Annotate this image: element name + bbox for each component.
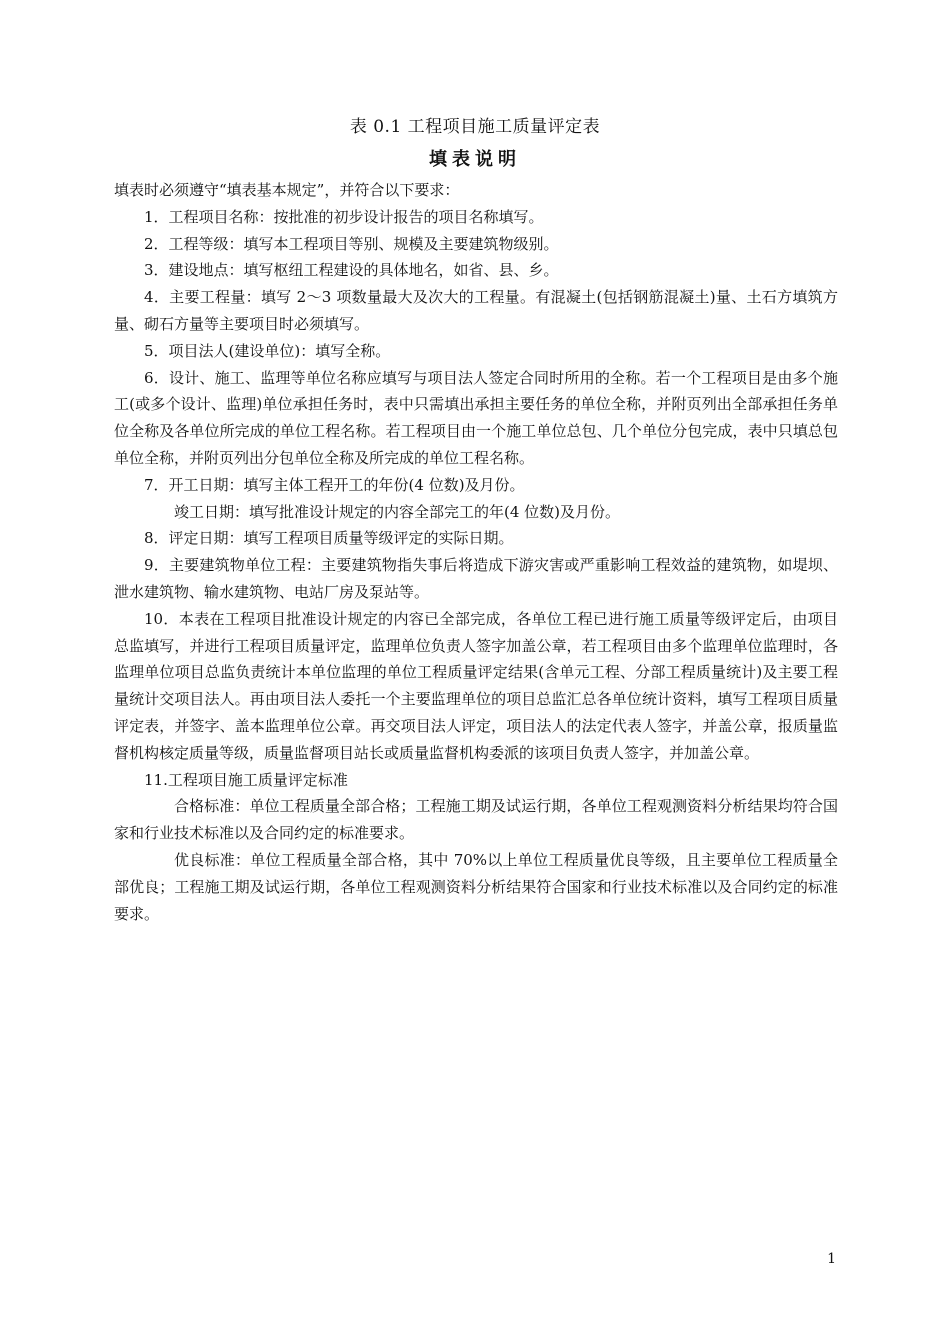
excellent-standard: 优良标准：单位工程质量全部合格，其中 70%以上单位工程质量优良等级，且主要单位工程质量全部优良；工程施工期及试运行期，各单位工程观测资料分析结果符合国家和行业技术标准以及合同约定的标准要求。 <box>114 850 838 923</box>
item-7-completion-date: 竣工日期：填写批准设计规定的内容全部完工的年(4 位数)及月份。 <box>174 502 621 521</box>
item-11-standards-heading: 11.工程项目施工质量评定标准 <box>144 770 348 789</box>
item-9-main-buildings: 9．主要建筑物单位工程：主要建筑物指失事后将造成下游灾害或严重影响工程效益的建筑物，如堤坝、泄水建筑物、输水建筑物、电站厂房及泵站等。 <box>114 556 838 601</box>
item-10-procedure: 10．本表在工程项目批准设计规定的内容已全部完成，各单位工程已进行施工质量等级评定后，由项目总监填写，并进行工程项目质量评定，监理单位负责人签字加盖公章，若工程项目由多个监理单位监理时，各监理单位项目总监负责统计本单位监理的单位工程质量评定结果(含单元工程、分部工程质量统计)及主要工程量统计交项目法人。再由项目法人委托一个主要监理单位的项目总监汇总各单位统计资料，填写工程项目质量评定表，并签字、盖本监理单位公章。再交项目法人评定，项目法人的法定代表人签字，并盖公章，报质量监督机构核定质量等级，质量监督项目站长或质量监督机构委派的该项目负责人签字，并加盖公章。 <box>114 609 838 762</box>
qualified-standard: 合格标准：单位工程质量全部合格；工程施工期及试运行期，各单位工程观测资料分析结果均符合国家和行业技术标准以及合同约定的标准要求。 <box>114 797 838 843</box>
item-2-project-grade: 2．工程等级：填写本工程项目等别、规模及主要建筑物级别。 <box>144 234 559 253</box>
instructions-body <box>114 177 838 927</box>
item-8-evaluation-date: 8．评定日期：填写工程项目质量等级评定的实际日期。 <box>144 529 514 548</box>
item-5-project-owner: 5．项目法人(建设单位)：填写全称。 <box>144 341 391 360</box>
item-7-start-date: 7．开工日期：填写主体工程开工的年份(4 位数)及月份。 <box>144 475 525 494</box>
item-3-construction-site: 3．建设地点：填写枢纽工程建设的具体地名，如省、县、乡。 <box>144 261 559 280</box>
item-6-unit-names: 6．设计、施工、监理等单位名称应填写与项目法人签定合同时所用的全称。若一个工程项目是由多个施工(或多个设计、监理)单位承担任务时，表中只需填出承担主要任务的单位全称，并附页列出全部承担任务单位全称及各单位所完成的单位工程名称。若工程项目由一个施工单位总包、几个单位分包完成，表中只填总包单位全称，并附页列出分包单位全称及所完成的单位工程名称。 <box>114 368 838 467</box>
item-4-main-quantities: 4．主要工程量：填写 2～3 项数量最大及次大的工程量。有混凝土(包括钢筋混凝土)量、土石方填筑方量、砌石方量等主要项目时必须填写。 <box>114 288 838 333</box>
item-1-project-name: 1．工程项目名称：按批准的初步设计报告的项目名称填写。 <box>144 207 544 226</box>
page-number: 1 <box>827 1251 836 1267</box>
intro-paragraph: 填表时必须遵守“填表基本规定”，并符合以下要求： <box>114 181 460 199</box>
section-heading: 填表说明 <box>429 149 521 170</box>
page-title: 表 0.1 工程项目施工质量评定表 <box>349 117 601 137</box>
